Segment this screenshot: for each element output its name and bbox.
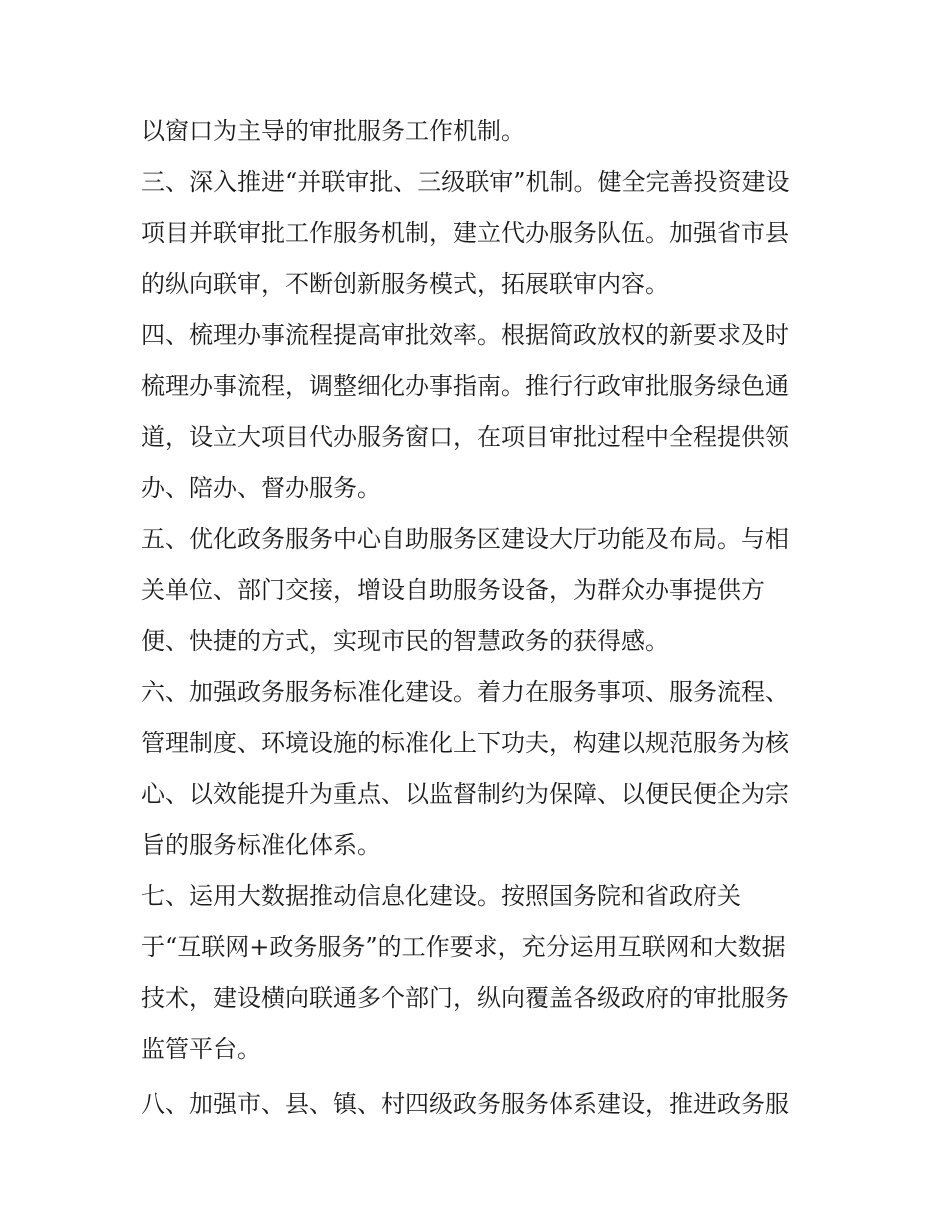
section-6-heading-line: 六、加强政务服务标准化建设。着力在服务事项、服务流程、 xyxy=(141,678,789,706)
section-5-heading-line: 五、优化政务服务中心自助服务区建设大厅功能及布局。与相 xyxy=(141,525,789,553)
section-3-heading-line: 三、深入推进“并联审批、三级联审”机制。健全完善投资建设 xyxy=(141,168,790,196)
section-8-heading-line: 八、加强市、县、镇、村四级政务服务体系建设，推进政务服 xyxy=(141,1090,789,1118)
text-line: 梳理办事流程，调整细化办事指南。推行行政审批服务绿色通 xyxy=(141,372,789,400)
text-line: 技术，建设横向联通多个部门，纵向覆盖各级政府的审批服务 xyxy=(141,984,789,1012)
text-line: 道，设立大项目代办服务窗口，在项目审批过程中全程提供领 xyxy=(141,423,789,451)
text-line: 办、陪办、督办服务。 xyxy=(141,474,381,502)
text-line: 项目并联审批工作服务机制，建立代办服务队伍。加强省市县 xyxy=(141,219,789,247)
text-line: 心、以效能提升为重点、以监督制约为保障、以便民便企为宗 xyxy=(141,780,789,808)
section-7-heading-line: 七、运用大数据推动信息化建设。按照国务院和省政府关 xyxy=(141,882,741,910)
text-line: 监管平台。 xyxy=(141,1035,261,1063)
text-line: 于“互联网+政务服务”的工作要求，充分运用互联网和大数据 xyxy=(141,933,786,961)
text-line: 的纵向联审，不断创新服务模式，拓展联审内容。 xyxy=(141,270,669,298)
section-4-heading-line: 四、梳理办事流程提高审批效率。根据简政放权的新要求及时 xyxy=(141,321,789,349)
text-line: 旨的服务标准化体系。 xyxy=(141,831,381,859)
document-body xyxy=(141,106,821,1130)
text-line: 便、快捷的方式，实现市民的智慧政务的获得感。 xyxy=(141,627,669,655)
text-line: 以窗口为主导的审批服务工作机制。 xyxy=(141,117,525,145)
text-line: 管理制度、环境设施的标准化上下功夫，构建以规范服务为核 xyxy=(141,729,789,757)
text-line: 关单位、部门交接，增设自助服务设备，为群众办事提供方 xyxy=(141,576,765,604)
